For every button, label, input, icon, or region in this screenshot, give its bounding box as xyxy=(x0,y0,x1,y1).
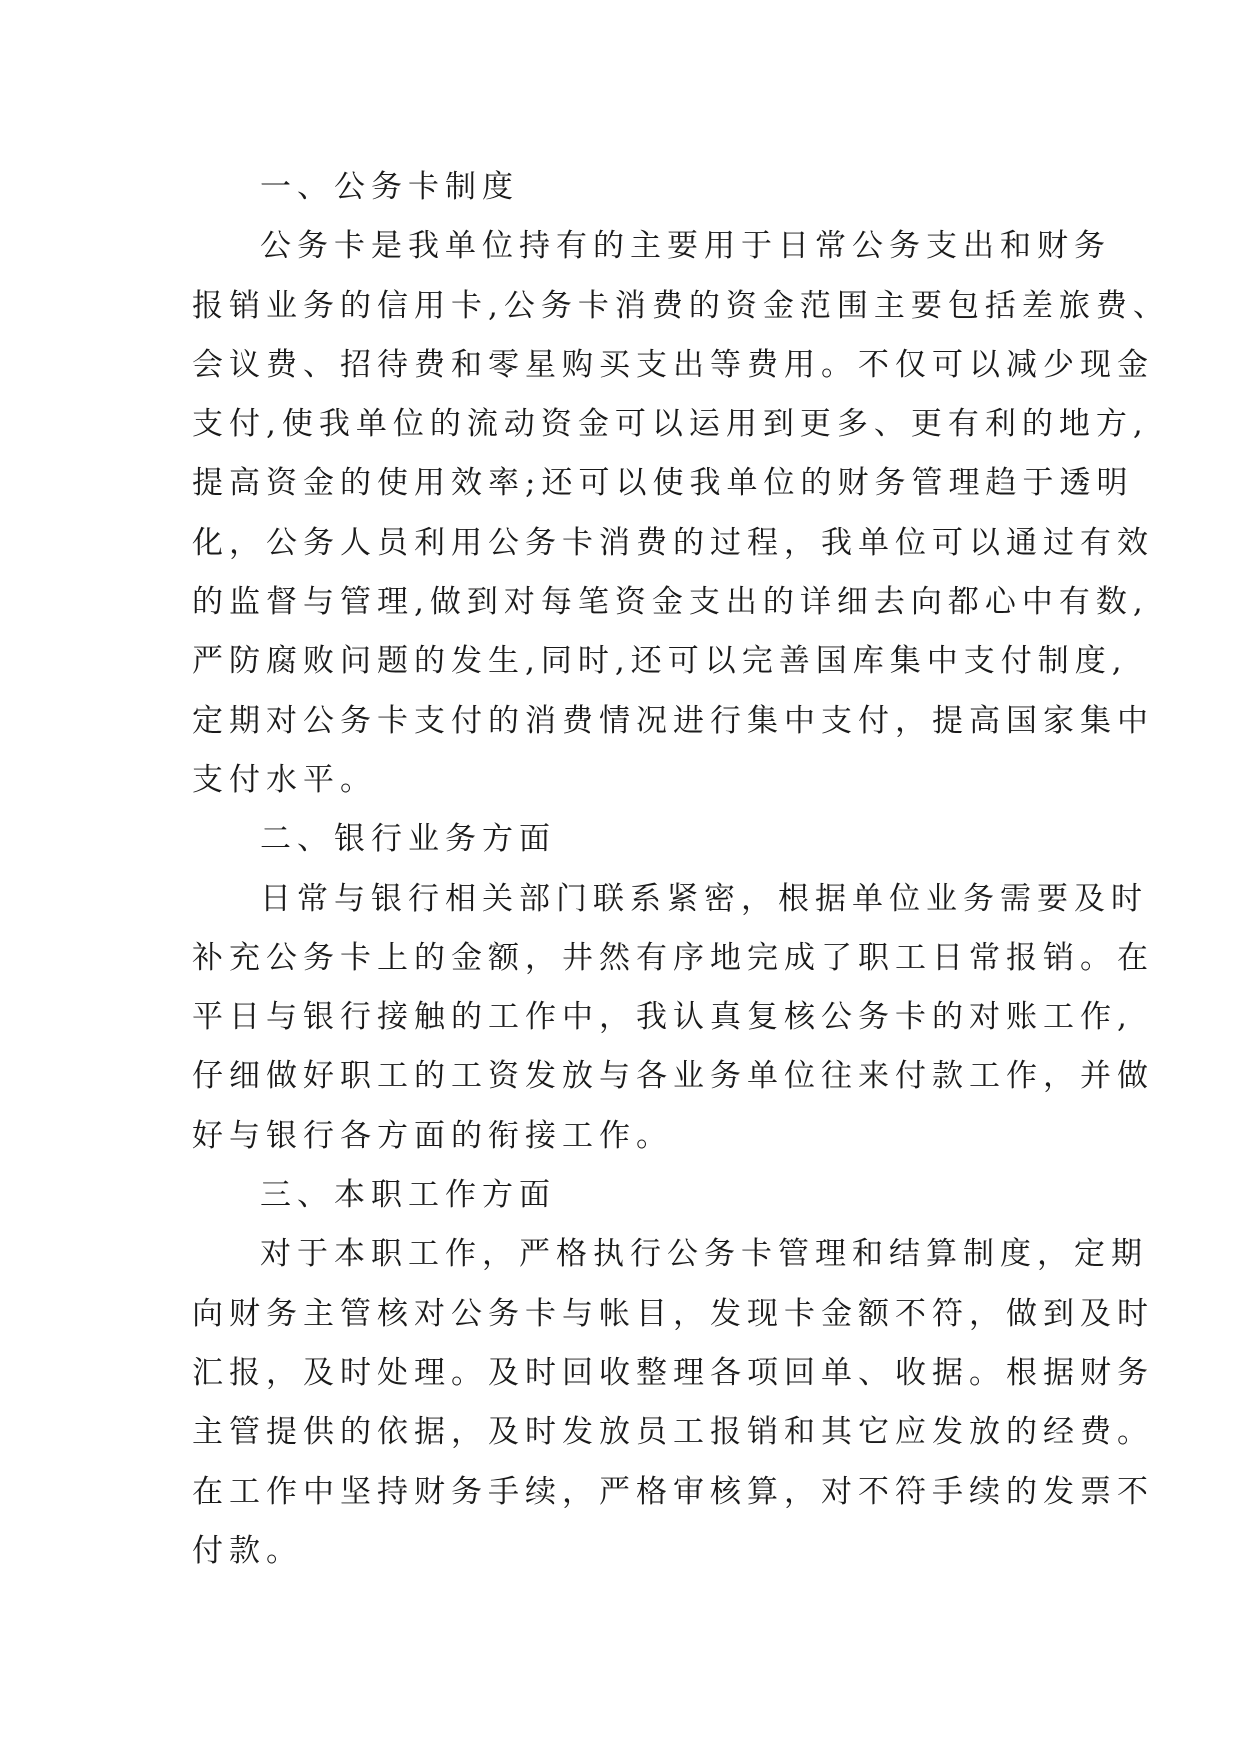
paragraph-line: 在工作中坚持财务手续，严格审核算，对不符手续的发票不 xyxy=(192,1473,1154,1510)
paragraph-line: 补充公务卡上的金额，井然有序地完成了职工日常报销。在 xyxy=(192,939,1154,976)
paragraph-line: 的监督与管理,做到对每笔资金支出的详细去向都心中有数, xyxy=(192,584,1149,621)
section-heading: 二、银行业务方面 xyxy=(260,821,556,858)
paragraph-line: 平日与银行接触的工作中，我认真复核公务卡的对账工作, xyxy=(192,999,1133,1036)
paragraph-line: 向财务主管核对公务卡与帐目，发现卡金额不符，做到及时 xyxy=(192,1295,1154,1332)
paragraph-line: 公务卡是我单位持有的主要用于日常公务支出和财务 xyxy=(260,228,1111,265)
paragraph-line: 定期对公务卡支付的消费情况进行集中支付，提高国家集中 xyxy=(192,702,1154,739)
paragraph-line: 支付水平。 xyxy=(192,761,377,798)
paragraph-line: 主管提供的依据，及时发放员工报销和其它应发放的经费。 xyxy=(192,1414,1154,1451)
paragraph-line: 仔细做好职工的工资发放与各业务单位往来付款工作，并做 xyxy=(192,1058,1154,1095)
document-body xyxy=(192,158,1170,1581)
paragraph-line: 提高资金的使用效率;还可以使我单位的财务管理趋于透明 xyxy=(192,465,1134,502)
paragraph-line: 对于本职工作，严格执行公务卡管理和结算制度，定期 xyxy=(260,1236,1148,1273)
paragraph-line: 好与银行各方面的衔接工作。 xyxy=(192,1117,673,1154)
paragraph-line: 严防腐败问题的发生,同时,还可以完善国库集中支付制度, xyxy=(192,643,1128,680)
paragraph-line: 化，公务人员利用公务卡消费的过程，我单位可以通过有效 xyxy=(192,524,1154,561)
section-heading: 一、公务卡制度 xyxy=(260,169,519,205)
paragraph-line: 汇报，及时处理。及时回收整理各项回单、收据。根据财务 xyxy=(192,1354,1154,1391)
paragraph-line: 会议费、招待费和零星购买支出等费用。不仅可以减少现金 xyxy=(192,346,1154,383)
paragraph-line: 支付,使我单位的流动资金可以运用到更多、更有利的地方, xyxy=(192,406,1149,443)
section-heading: 三、本职工作方面 xyxy=(260,1177,556,1214)
paragraph-line: 日常与银行相关部门联系紧密，根据单位业务需要及时 xyxy=(260,880,1148,917)
paragraph-line: 报销业务的信用卡,公务卡消费的资金范围主要包括差旅费、 xyxy=(192,287,1170,324)
paragraph-line: 付款。 xyxy=(192,1532,303,1569)
